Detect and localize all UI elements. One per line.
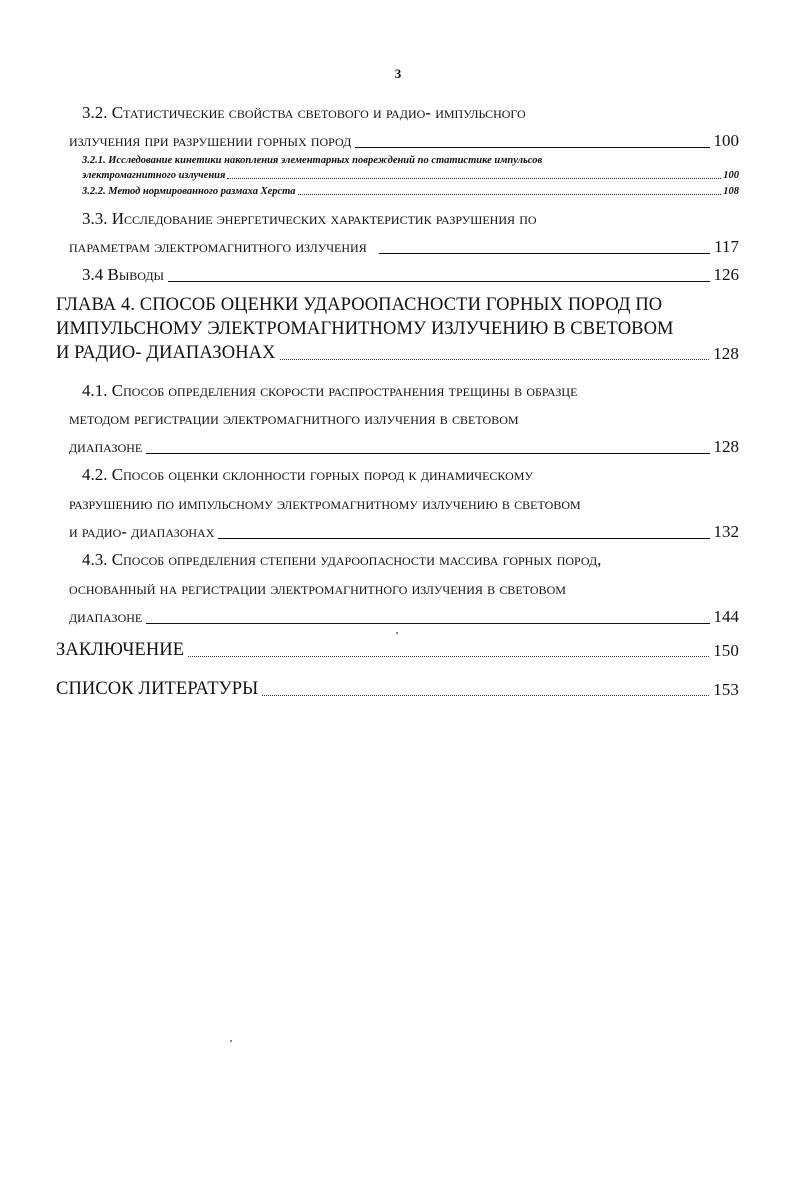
toc-page-number: 108 [723, 186, 739, 197]
dot-leader [298, 194, 722, 195]
toc-page-number: 126 [713, 265, 739, 284]
leader-line [218, 538, 709, 539]
toc-entry-4-1-title: диапазоне [69, 437, 143, 456]
dot-leader [280, 359, 710, 360]
toc-page-number: 100 [723, 170, 739, 181]
toc-page-number: 128 [713, 344, 739, 363]
toc-entry-3-2-line1: 3.2. Статистические свойства светового и радио- импульсного [82, 103, 526, 122]
toc-page-number: 153 [713, 680, 739, 699]
toc-entry-4-3-title: диапазоне [69, 607, 143, 626]
toc-entry-4-1-line1: 4.1. Способ определения скорости распространения трещины в образце [82, 381, 578, 400]
toc-entry-4-2-title: и радио- диапазонах [69, 522, 215, 541]
toc-entry-4-1[interactable] [69, 437, 739, 457]
toc-entry-3-3-title: параметрам электромагнитного излучения [69, 237, 367, 256]
toc-entry-4-2-line1: 4.2. Способ оценки склонности горных пород к динамическому [82, 465, 533, 484]
toc-entry-4-3-line2: основанный на регистрации электромагнитного излучения в световом [69, 579, 566, 598]
leader-line [168, 281, 709, 282]
leader-line [146, 623, 709, 624]
toc-page-number: 100 [713, 131, 739, 150]
toc-entry-3-2-1-line1: 3.2.1. Исследование кинетики накопления элементарных повреждений по статистике импульсов [82, 155, 543, 166]
toc-page-number: 128 [713, 437, 739, 456]
toc-page-number: 132 [713, 522, 739, 541]
toc-entry-3-4[interactable] [82, 265, 739, 285]
toc-entry-3-2[interactable] [69, 131, 739, 151]
leader-line [379, 253, 710, 254]
page-number: 3 [394, 66, 402, 81]
dot-leader [262, 695, 709, 696]
toc-entry-4-2-line2: разрушению по импульсному электромагнитному излучению в световом [69, 494, 581, 513]
toc-entry-3-2-1-title: электромагнитного излучения [82, 170, 226, 181]
toc-chapter-4-line2: ИМПУЛЬСНОМУ ЭЛЕКТРОМАГНИТНОМУ ИЗЛУЧЕНИЮ В СВЕТОВОМ [56, 319, 674, 339]
toc-references[interactable] [56, 679, 739, 700]
toc-entry-3-2-2[interactable] [82, 186, 739, 197]
scan-speck [396, 632, 398, 634]
toc-entry-4-3[interactable] [69, 607, 739, 627]
leader-line [355, 147, 709, 148]
toc-entry-4-3-line1: 4.3. Способ определения степени удароопасности массива горных пород, [82, 550, 602, 569]
toc-entry-3-3-line1: 3.3. Исследование энергетических характеристик разрушения по [82, 209, 537, 228]
toc-entry-4-2[interactable] [69, 522, 739, 542]
toc-entry-3-3[interactable] [69, 237, 739, 257]
toc-page-number: 144 [713, 607, 739, 626]
toc-entry-3-2-title: излучения при разрушении горных пород [69, 131, 352, 150]
toc-chapter-4[interactable] [56, 343, 739, 364]
dot-leader [188, 656, 709, 657]
toc-conclusion-title: ЗАКЛЮЧЕНИЕ [56, 640, 185, 660]
toc-entry-3-4-title: 3.4 Выводы [82, 265, 165, 284]
toc-page-number: 117 [714, 237, 739, 256]
toc-page-number: 150 [713, 641, 739, 660]
scan-speck [230, 1040, 232, 1042]
toc-entry-3-2-2-title: 3.2.2. Метод нормированного размаха Херста [82, 186, 296, 197]
toc-entry-4-1-line2: методом регистрации электромагнитного излучения в световом [69, 409, 519, 428]
toc-conclusion[interactable] [56, 640, 739, 661]
toc-chapter-4-line1: ГЛАВА 4. СПОСОБ ОЦЕНКИ УДАРООПАСНОСТИ ГОРНЫХ ПОРОД ПО [56, 295, 663, 315]
dot-leader [227, 178, 721, 179]
toc-chapter-4-title: И РАДИО- ДИАПАЗОНАХ [56, 343, 276, 363]
toc-entry-3-2-1[interactable] [82, 170, 739, 181]
toc-references-title: СПИСОК ЛИТЕРАТУРЫ [56, 679, 259, 699]
leader-line [146, 453, 709, 454]
